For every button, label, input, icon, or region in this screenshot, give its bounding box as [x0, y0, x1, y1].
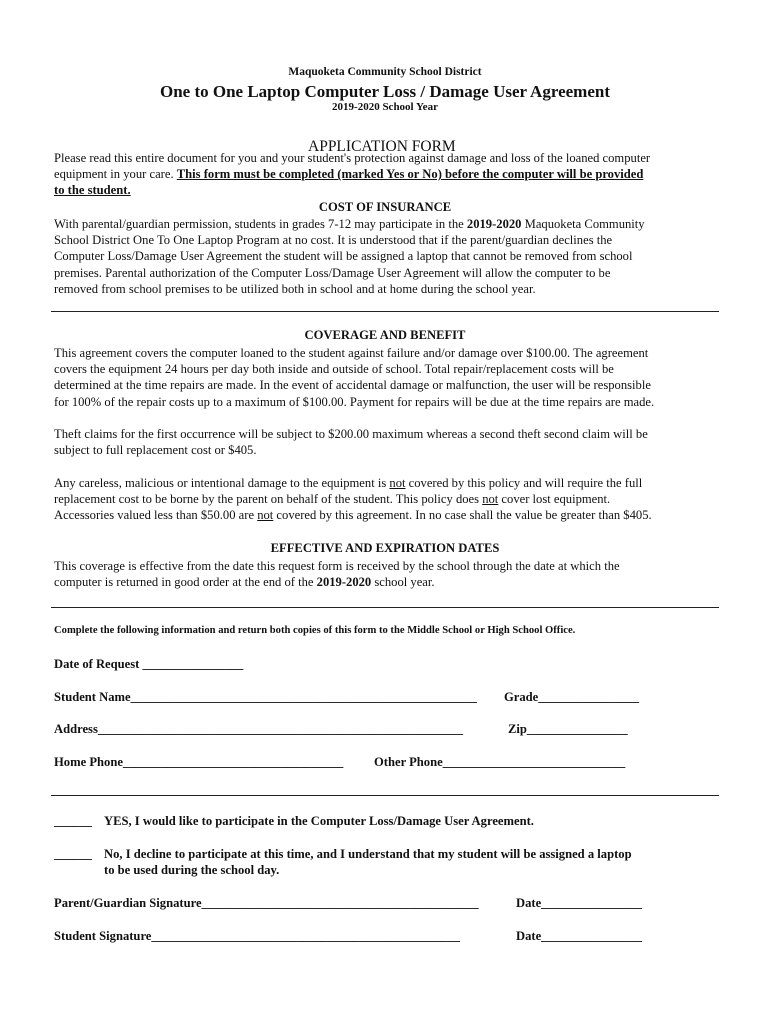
intro-requirement: This form must be completed (marked Yes or No) before the computer will be provided: [176, 167, 644, 182]
divider-1: [51, 311, 719, 312]
coverage-p2-line: subject to full replacement cost or $405.: [54, 443, 257, 458]
student-date-field[interactable]: Date________________: [516, 929, 642, 943]
coverage-p1-line: This agreement covers the computer loaned to the student against failure and/or damage over $100.00. The agreement: [54, 346, 649, 360]
coverage-p3-line-2: replacement cost to be borne by the parent on behalf of the student. This policy does not cover lost equipment.: [54, 492, 611, 507]
effective-heading: EFFECTIVE AND EXPIRATION DATES: [270, 541, 500, 555]
cost-paragraph: [54, 216, 726, 297]
cost-line-4: premises. Parental authorization of the Computer Loss/Damage User Agreement will allow the computer to be: [54, 265, 611, 280]
parent-signature-field[interactable]: Parent/Guardian Signature____________________________________________: [54, 896, 479, 910]
effective-line-2: computer is returned in good order at the end of the 2019-2020 school year.: [54, 575, 435, 590]
coverage-paragraph-2: [54, 426, 726, 458]
divider-3: [51, 795, 719, 796]
cost-line-1: With parental/guardian permission, students in grades 7-12 may participate in the 2019-2020 Maquoketa Community: [54, 217, 645, 231]
no-option-blank[interactable]: ______: [54, 847, 92, 861]
cost-line-2: School District One To One Laptop Program at no cost. It is understood that if the parent/guardian declines the: [54, 233, 613, 248]
student-signature-field[interactable]: Student Signature_________________________________________________: [54, 929, 460, 943]
intro-paragraph: [54, 150, 726, 199]
yes-option-text: YES, I would like to participate in the Computer Loss/Damage User Agreement.: [104, 814, 534, 828]
form-instruction: Complete the following information and return both copies of this form to the Middle School or High School Office.: [54, 625, 576, 636]
intro-line-3: to the student.: [54, 183, 131, 198]
divider-2: [51, 607, 719, 608]
intro-line-1: Please read this entire document for you and your student's protection against damage and loss of the loaned computer: [54, 151, 651, 165]
cost-line-5: removed from school premises to be utilized both in school and at home during the school year.: [54, 281, 536, 296]
coverage-heading: COVERAGE AND BENEFIT: [304, 328, 466, 342]
coverage-paragraph-3: [54, 475, 726, 524]
address-field[interactable]: Address__________________________________________________________: [54, 722, 464, 736]
no-option-text-line-2: to be used during the school day.: [104, 863, 280, 877]
date-of-request-field[interactable]: Date of Request ________________: [54, 657, 244, 671]
coverage-p1-line: covers the equipment 24 hours per day both inside and outside of school. Total repair/replacement costs will be: [54, 362, 614, 377]
grade-field[interactable]: Grade________________: [504, 690, 640, 704]
cost-line-3: Computer Loss/Damage User Agreement the student will be assigned a laptop that cannot be removed from school: [54, 249, 633, 264]
document-title: One to One Laptop Computer Loss / Damage User Agreement: [159, 82, 610, 101]
coverage-p3-line-1: Any careless, malicious or intentional damage to the equipment is not covered by this policy and will require the full: [54, 476, 643, 490]
district-name: Maquoketa Community School District: [288, 66, 482, 78]
coverage-p1-line: determined at the time repairs are made. In the event of accidental damage or malfunction, the user will be responsible: [54, 378, 651, 393]
no-option-text-line-1: No, I decline to participate at this time, and I understand that my student will be assigned a laptop: [104, 847, 632, 861]
effective-line-1: This coverage is effective from the date this request form is received by the school through the date at which the: [54, 559, 620, 573]
yes-option-blank[interactable]: ______: [54, 814, 92, 828]
home-phone-field[interactable]: Home Phone___________________________________: [54, 755, 344, 769]
intro-line-2: equipment in your care. This form must be completed (marked Yes or No) before the computer will be provided: [54, 167, 644, 182]
student-name-field[interactable]: Student Name_______________________________________________________: [54, 690, 477, 704]
coverage-paragraph-1: [54, 345, 726, 410]
zip-field[interactable]: Zip________________: [508, 722, 628, 736]
cost-heading: COST OF INSURANCE: [318, 200, 452, 214]
school-year: 2019-2020 School Year: [332, 101, 438, 113]
parent-date-field[interactable]: Date________________: [516, 896, 642, 910]
coverage-p2-line: Theft claims for the first occurrence will be subject to $200.00 maximum whereas a second theft second claim will be: [54, 427, 648, 441]
coverage-p1-line: for 100% of the repair costs up to a maximum of $100.00. Payment for repairs will be due at the time repairs are made.: [54, 394, 655, 409]
other-phone-field[interactable]: Other Phone_____________________________: [374, 755, 626, 769]
application-form-label: APPLICATION FORM: [308, 138, 456, 155]
coverage-p3-line-3: Accessories valued less than $50.00 are not covered by this agreement. In no case shall the value be greater than $405.: [54, 508, 652, 523]
effective-paragraph: [54, 558, 726, 590]
